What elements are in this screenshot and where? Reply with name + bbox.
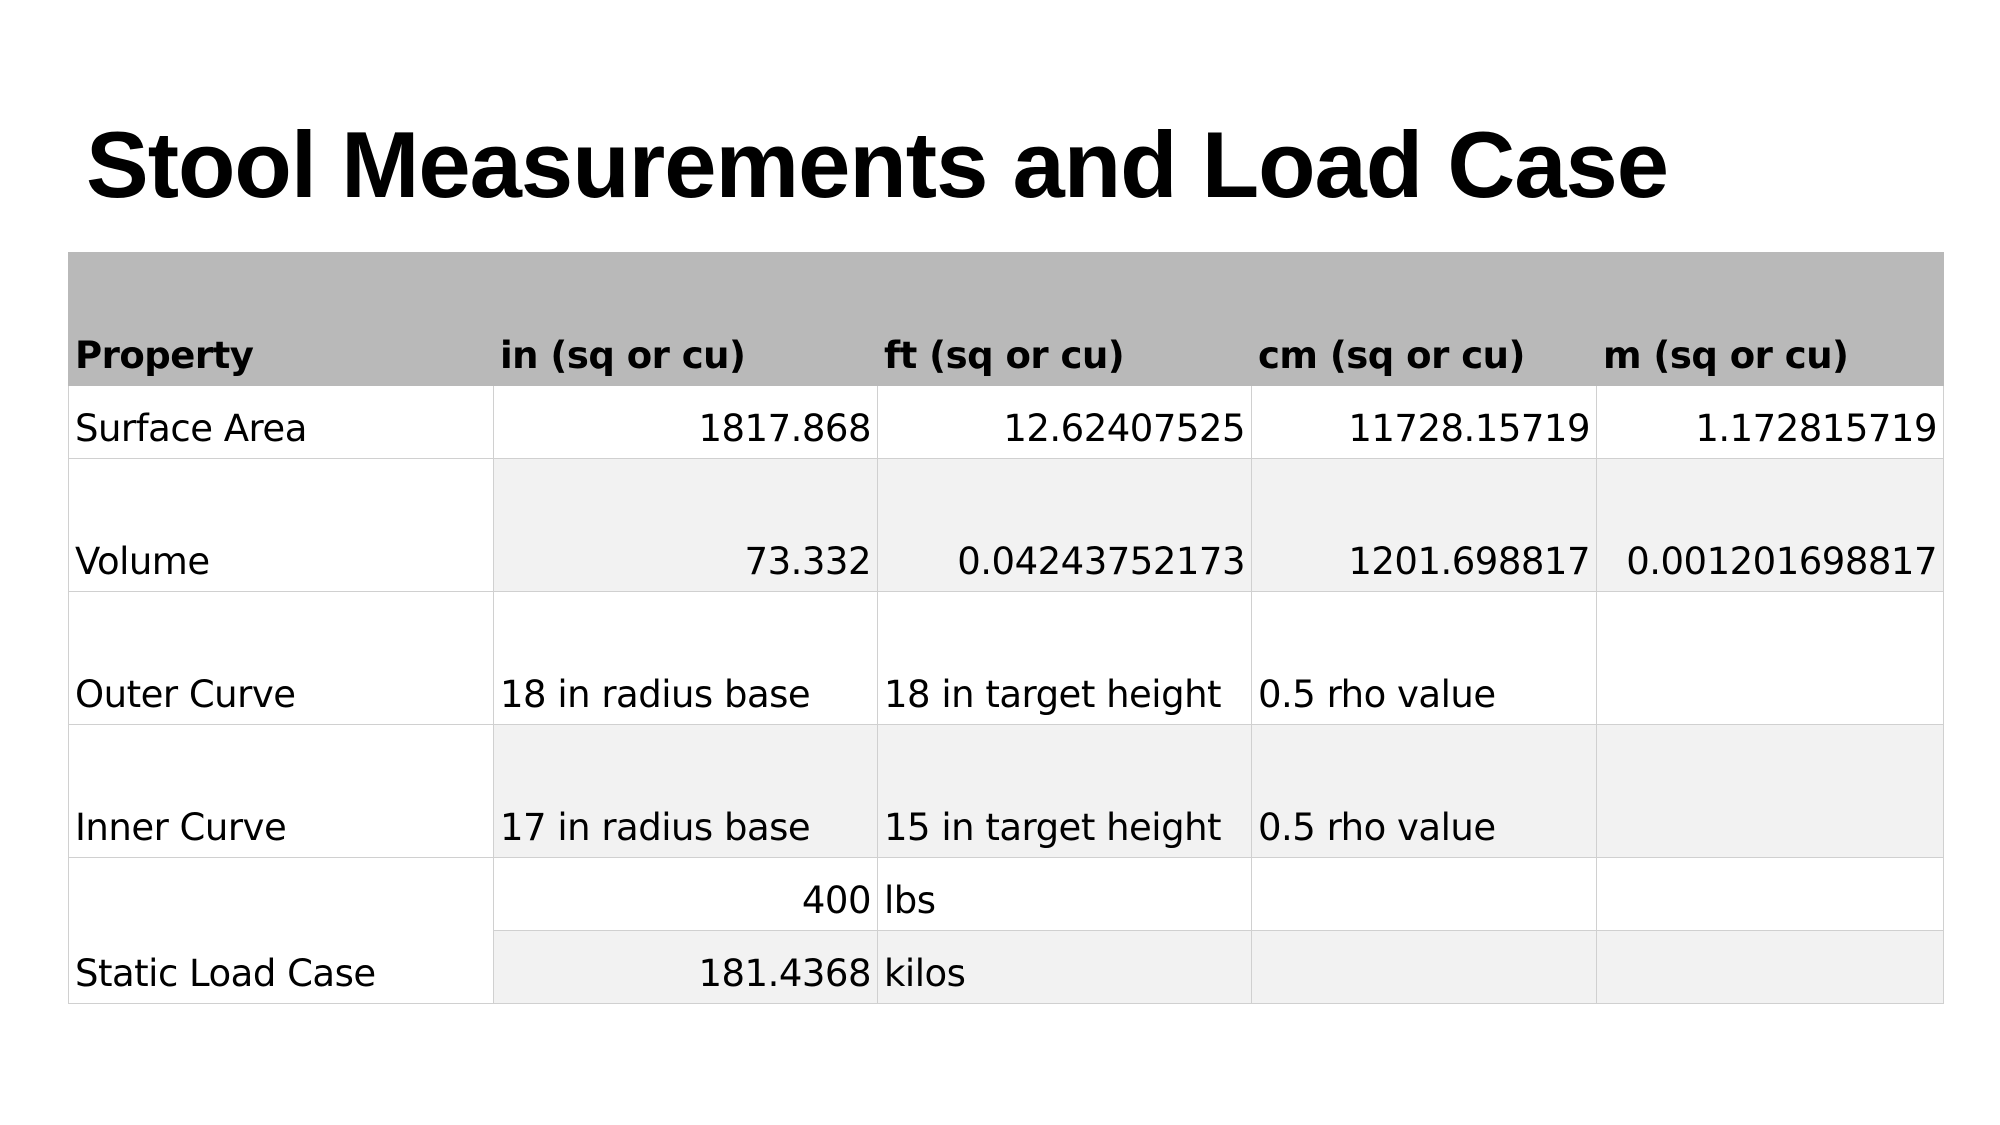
header-m: m (sq or cu) xyxy=(1597,253,1944,386)
cell-m xyxy=(1597,592,1944,725)
cell-ft: 18 in target height xyxy=(878,592,1252,725)
cell-empty xyxy=(1252,931,1597,1004)
cell-empty xyxy=(1252,858,1597,931)
cell-ft: 12.62407525 xyxy=(878,386,1252,459)
header-cm: cm (sq or cu) xyxy=(1252,253,1597,386)
cell-in: 73.332 xyxy=(494,459,878,592)
header-in: in (sq or cu) xyxy=(494,253,878,386)
measurements-table xyxy=(68,252,1944,1004)
table-row-load-lbs xyxy=(69,858,1944,931)
cell-load-value: 400 xyxy=(494,858,878,931)
cell-property: Volume xyxy=(69,459,494,592)
cell-ft: 0.04243752173 xyxy=(878,459,1252,592)
cell-ft: 15 in target height xyxy=(878,725,1252,858)
cell-cm: 1201.698817 xyxy=(1252,459,1597,592)
cell-m: 0.001201698817 xyxy=(1597,459,1944,592)
cell-property: Surface Area xyxy=(69,386,494,459)
cell-empty xyxy=(1597,931,1944,1004)
table-row-surface-area xyxy=(69,386,1944,459)
slide-title: Stool Measurements and Load Case xyxy=(86,112,1669,217)
cell-m: 1.172815719 xyxy=(1597,386,1944,459)
header-ft: ft (sq or cu) xyxy=(878,253,1252,386)
cell-in: 1817.868 xyxy=(494,386,878,459)
table-row-volume xyxy=(69,459,1944,592)
cell-cm: 11728.15719 xyxy=(1252,386,1597,459)
table-row-outer-curve xyxy=(69,592,1944,725)
cell-empty xyxy=(1597,858,1944,931)
cell-cm: 0.5 rho value xyxy=(1252,592,1597,725)
cell-load-value: 181.4368 xyxy=(494,931,878,1004)
table-header-row xyxy=(69,253,1944,386)
cell-property: Static Load Case xyxy=(69,858,494,1004)
cell-cm: 0.5 rho value xyxy=(1252,725,1597,858)
cell-load-unit: lbs xyxy=(878,858,1252,931)
cell-in: 17 in radius base xyxy=(494,725,878,858)
cell-load-unit: kilos xyxy=(878,931,1252,1004)
cell-in: 18 in radius base xyxy=(494,592,878,725)
cell-property: Outer Curve xyxy=(69,592,494,725)
header-property: Property xyxy=(69,253,494,386)
cell-m xyxy=(1597,725,1944,858)
table-row-inner-curve xyxy=(69,725,1944,858)
cell-property: Inner Curve xyxy=(69,725,494,858)
